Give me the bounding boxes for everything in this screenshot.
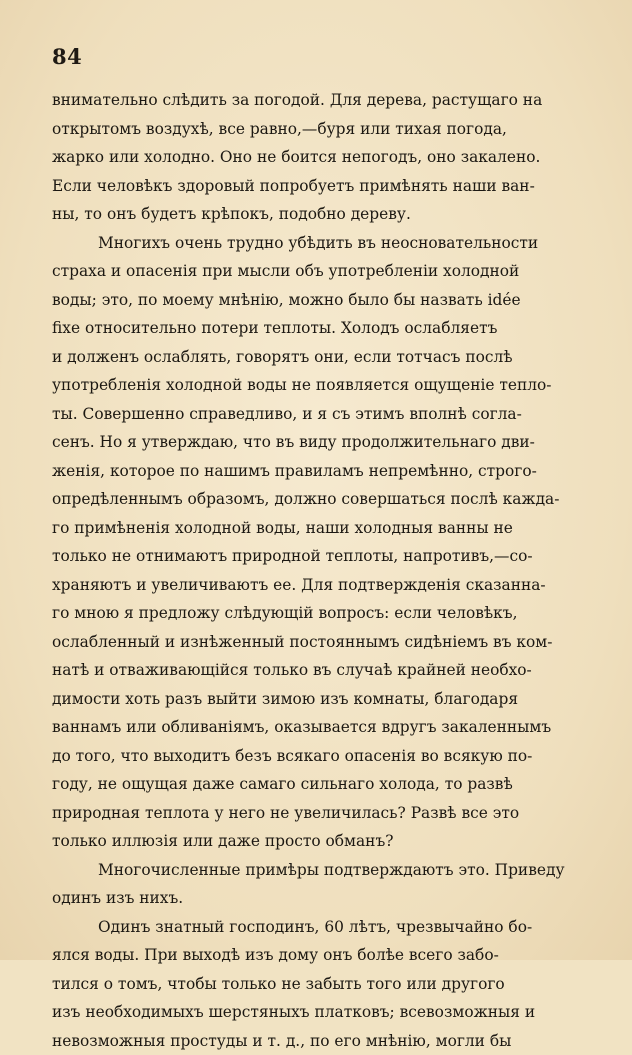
text-line: го мною я предложу слѣдующій вопросъ: если человѣкъ, xyxy=(52,599,596,628)
text-line: ты. Совершенно справедливо, и я съ этимъ вполнѣ согла- xyxy=(52,400,596,429)
text-line: невозможныя простуды и т. д., по его мнѣнію, могли бы xyxy=(52,1027,596,1055)
page-number: 84 xyxy=(52,44,82,69)
text-line: храняютъ и увеличиваютъ ее. Для подтвержденія сказанна- xyxy=(52,571,596,600)
text-line: только иллюзія или даже просто обманъ? xyxy=(52,827,596,856)
text-line: до того, что выходитъ безъ всякаго опасенія во всякую по- xyxy=(52,742,596,771)
text-line: году, не ощущая даже самаго сильнаго холода, то развѣ xyxy=(52,770,596,799)
text-line: и долженъ ослаблять, говорятъ они, если тотчасъ послѣ xyxy=(52,343,596,372)
text-line: опредѣленнымъ образомъ, должно совершаться послѣ кажда- xyxy=(52,485,596,514)
paragraph-start-line: Одинъ знатный господинъ, 60 лѣтъ, чрезвычайно бо- xyxy=(52,913,596,942)
text-line: открытомъ воздухѣ, все равно,—буря или тихая погода, xyxy=(52,115,596,144)
text-line: fixe относительно потери теплоты. Холодъ ослабляетъ xyxy=(52,314,596,343)
text-line: страха и опасенія при мысли объ употребленіи холодной xyxy=(52,257,596,286)
paragraph-start-line: Многихъ очень трудно убѣдить въ неосновательности xyxy=(52,229,596,258)
text-line: ваннамъ или обливаніямъ, оказывается вдругъ закаленнымъ xyxy=(52,713,596,742)
text-line: одинъ изъ нихъ. xyxy=(52,884,596,913)
text-line: ослабленный и изнѣженный постояннымъ сидѣніемъ въ ком- xyxy=(52,628,596,657)
text-line: ны, то онъ будетъ крѣпокъ, подобно дереву. xyxy=(52,200,596,229)
paragraph-start-line: Многочисленные примѣры подтверждаютъ это. Приведу xyxy=(52,856,596,885)
body-text xyxy=(52,86,596,1055)
text-line: женія, которое по нашимъ правиламъ непремѣнно, строго- xyxy=(52,457,596,486)
text-line: Если человѣкъ здоровый попробуетъ примѣнять наши ван- xyxy=(52,172,596,201)
text-line: воды; это, по моему мнѣнію, можно было бы назвать idée xyxy=(52,286,596,315)
text-line: димости хоть разъ выйти зимою изъ комнаты, благодаря xyxy=(52,685,596,714)
text-line: внимательно слѣдить за погодой. Для дерева, растущаго на xyxy=(52,86,596,115)
text-line: употребленія холодной воды не появляется ощущеніе тепло- xyxy=(52,371,596,400)
text-line: природная теплота у него не увеличилась? Развѣ все это xyxy=(52,799,596,828)
text-line: натѣ и отваживающійся только въ случаѣ крайней необхо- xyxy=(52,656,596,685)
text-line: только не отнимаютъ природной теплоты, напротивъ,—со- xyxy=(52,542,596,571)
text-line: тился о томъ, чтобы только не забыть того или другого xyxy=(52,970,596,999)
text-line: го примѣненія холодной воды, наши холодныя ванны не xyxy=(52,514,596,543)
text-line: жарко или холодно. Оно не боится непогодъ, оно закалено. xyxy=(52,143,596,172)
text-line: ялся воды. При выходѣ изъ дому онъ болѣе всего забо- xyxy=(52,941,596,970)
text-line: изъ необходимыхъ шерстяныхъ платковъ; всевозможныя и xyxy=(52,998,596,1027)
text-line: сенъ. Но я утверждаю, что въ виду продолжительнаго дви- xyxy=(52,428,596,457)
